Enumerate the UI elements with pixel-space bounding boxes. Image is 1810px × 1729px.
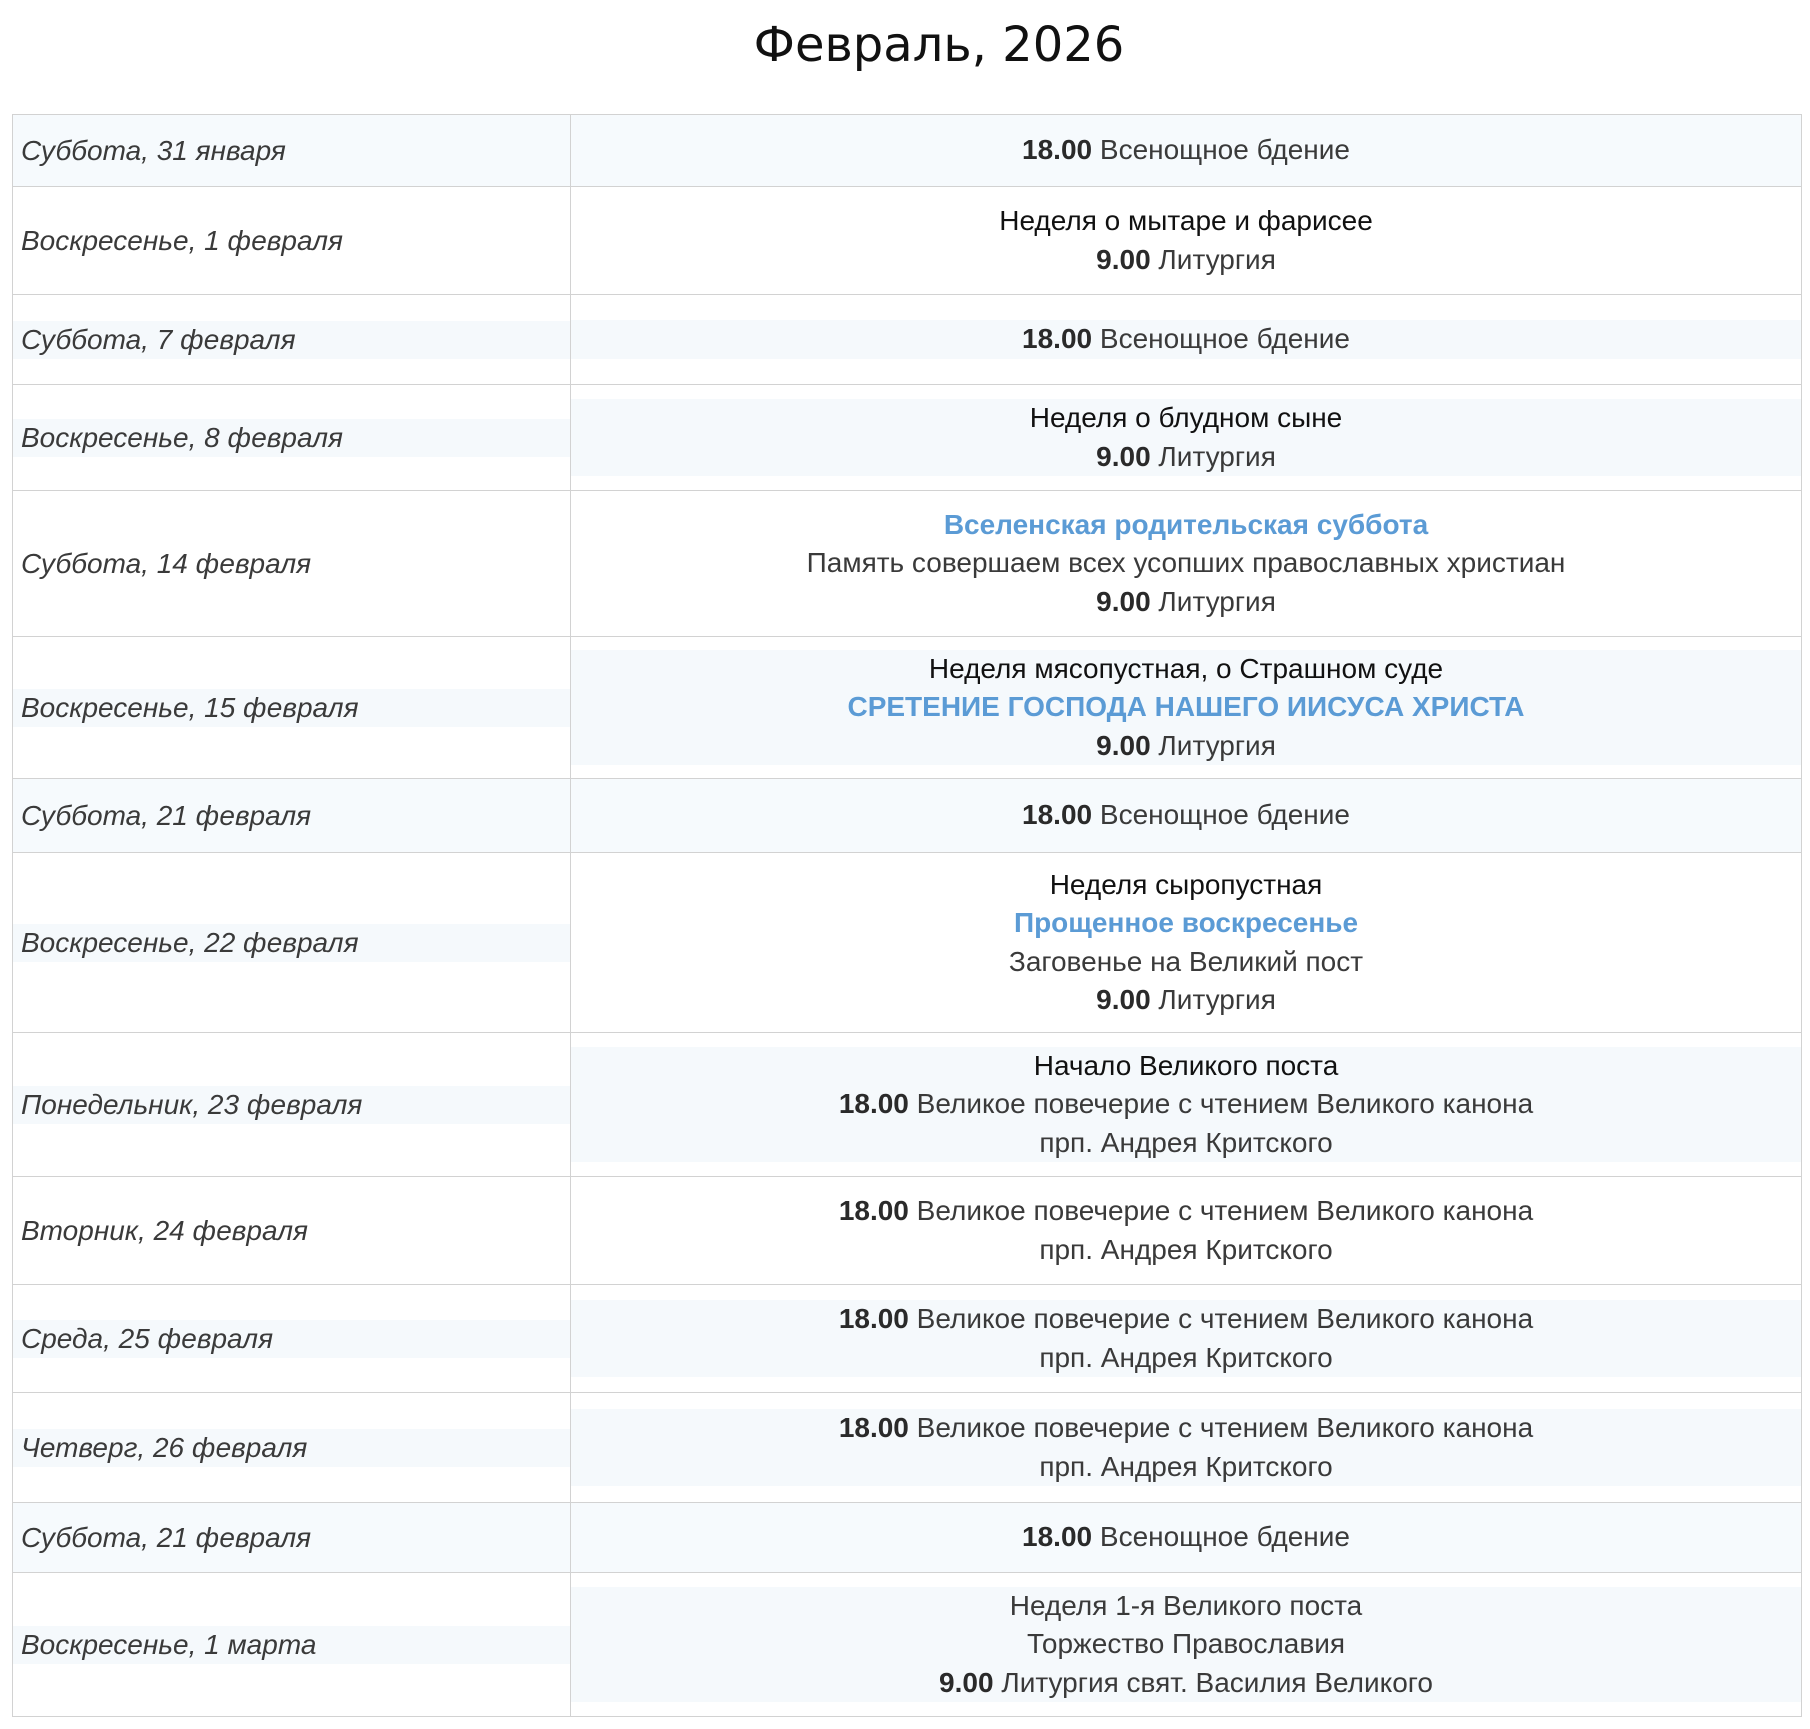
service-line (571, 438, 1801, 477)
service-line (571, 320, 1801, 359)
service-text: прп. Андрея Критского (1039, 1341, 1333, 1373)
service-line (571, 544, 1801, 583)
service-time: 9.00 (1096, 585, 1151, 617)
service-line (571, 506, 1801, 545)
schedule-table (12, 114, 1802, 1717)
services-cell (571, 637, 1802, 779)
service-line (571, 1587, 1801, 1626)
services-block (571, 1518, 1801, 1557)
services-block (571, 796, 1801, 835)
service-text: Великое повечерие с чтением Великого канона (916, 1195, 1534, 1226)
service-date: Вторник, 24 февраля (21, 1214, 308, 1246)
service-time: 18.00 (1022, 1521, 1093, 1553)
date-cell (13, 637, 571, 779)
date-cell (13, 1393, 571, 1503)
page-title: Февраль, 2026 (753, 17, 1125, 73)
service-date: Суббота, 14 февраля (21, 547, 312, 579)
service-date: Суббота, 7 февраля (13, 321, 570, 359)
service-time: 9.00 (1096, 243, 1151, 275)
service-text: Заговенье на Великий пост (1008, 945, 1364, 977)
service-line (571, 1339, 1801, 1378)
date-cell (13, 187, 571, 295)
service-line (571, 1664, 1801, 1703)
services-cell (571, 491, 1802, 637)
service-date: Воскресенье, 22 февраля (13, 924, 570, 962)
service-line (571, 1625, 1801, 1664)
schedule-row (13, 1033, 1802, 1177)
date-cell (13, 779, 571, 853)
schedule-row (13, 853, 1802, 1033)
service-time: 18.00 (838, 1303, 909, 1334)
service-text: Неделя сыропустная (1049, 868, 1323, 900)
date-cell (13, 1177, 571, 1285)
service-text: прп. Андрея Критского (1039, 1233, 1333, 1265)
service-time: 9.00 (1096, 984, 1151, 1015)
service-time: 18.00 (838, 1412, 909, 1443)
service-line (571, 1300, 1801, 1339)
services-block (571, 320, 1801, 359)
services-block (571, 202, 1801, 279)
schedule-row (13, 295, 1802, 385)
service-text: Всенощное бдение (1099, 799, 1350, 831)
service-date: Воскресенье, 1 марта (13, 1626, 570, 1664)
services-block (571, 399, 1801, 476)
schedule-row (13, 1573, 1802, 1717)
service-text: Неделя мясопустная, о Страшном суде (928, 652, 1444, 684)
schedule-row (13, 779, 1802, 853)
service-line (571, 727, 1801, 766)
service-text: Литургия (1158, 585, 1276, 617)
date-cell (13, 295, 571, 385)
service-date: Понедельник, 23 февраля (13, 1086, 570, 1124)
service-date: Суббота, 21 февраля (21, 1521, 312, 1553)
service-text: Память совершаем всех усопших православных христиан (806, 547, 1566, 579)
date-cell (13, 1033, 571, 1177)
service-text: Вселенская родительская суббота (943, 508, 1429, 540)
services-block (571, 131, 1801, 170)
services-block (571, 1192, 1801, 1269)
service-line (571, 1085, 1801, 1124)
service-line (571, 1047, 1801, 1086)
date-cell (13, 1503, 571, 1573)
service-time: 18.00 (1022, 323, 1093, 355)
service-text: Литургия (1158, 243, 1276, 275)
service-date: Воскресенье, 15 февраля (13, 689, 570, 727)
service-text: Литургия свят. Василия Великого (1001, 1666, 1433, 1698)
service-date: Четверг, 26 февраля (13, 1429, 570, 1467)
service-text: Литургия (1158, 984, 1276, 1015)
schedule-row (13, 187, 1802, 295)
services-cell (571, 1503, 1802, 1573)
date-cell (13, 1285, 571, 1393)
service-date: Суббота, 21 февраля (21, 799, 312, 831)
service-text: Начало Великого поста (1033, 1049, 1339, 1081)
services-cell (571, 1573, 1802, 1717)
schedule-row (13, 115, 1802, 187)
schedule-row (13, 1393, 1802, 1503)
services-block (571, 1047, 1801, 1163)
service-line (571, 1192, 1801, 1231)
service-line (571, 202, 1801, 241)
service-line (571, 1124, 1801, 1163)
services-block (571, 1409, 1801, 1486)
date-cell (13, 1573, 571, 1717)
service-text: Неделя о мытаре и фарисее (999, 205, 1373, 236)
service-line (571, 1409, 1801, 1448)
service-line (571, 241, 1801, 280)
schedule-row (13, 1285, 1802, 1393)
schedule-row (13, 1177, 1802, 1285)
schedule-row (13, 385, 1802, 491)
service-text: Торжество Православия (1026, 1628, 1346, 1660)
service-line (571, 866, 1801, 905)
service-line (571, 943, 1801, 982)
service-line (571, 796, 1801, 835)
service-line (571, 981, 1801, 1020)
services-cell (571, 1285, 1802, 1393)
date-cell (13, 385, 571, 491)
service-line (571, 1448, 1801, 1487)
service-time: 9.00 (939, 1666, 994, 1698)
schedule-row (13, 637, 1802, 779)
service-line (571, 650, 1801, 689)
date-cell (13, 115, 571, 187)
service-line (571, 131, 1801, 170)
service-date: Суббота, 31 января (21, 134, 286, 166)
date-cell (13, 853, 571, 1033)
service-time: 9.00 (1096, 440, 1151, 472)
service-date: Воскресенье, 1 февраля (21, 224, 343, 256)
service-time: 18.00 (1022, 134, 1093, 166)
service-text: Прощенное воскресенье (1013, 907, 1359, 938)
service-line (571, 399, 1801, 438)
service-line (571, 1231, 1801, 1270)
services-cell (571, 1033, 1802, 1177)
service-text: СРЕТЕНИЕ ГОСПОДА НАШЕГО ИИСУСА ХРИСТА (847, 691, 1525, 723)
services-cell (571, 1393, 1802, 1503)
service-text: Великое повечерие с чтением Великого канона (916, 1303, 1534, 1334)
services-cell (571, 115, 1802, 187)
service-text: прп. Андрея Критского (1039, 1126, 1333, 1158)
services-block (571, 866, 1801, 1020)
service-text: Всенощное бдение (1099, 323, 1350, 355)
services-cell (571, 853, 1802, 1033)
service-text: Великое повечерие с чтением Великого канона (916, 1088, 1534, 1120)
schedule-row (13, 491, 1802, 637)
service-text: Неделя о блудном сыне (1029, 402, 1343, 433)
service-text: Литургия (1158, 729, 1276, 761)
date-cell (13, 491, 571, 637)
service-text: Всенощное бдение (1099, 134, 1350, 166)
services-cell (571, 779, 1802, 853)
service-time: 9.00 (1096, 729, 1151, 761)
service-line (571, 583, 1801, 622)
service-text: Великое повечерие с чтением Великого канона (916, 1412, 1534, 1443)
schedule-body (13, 115, 1802, 1717)
services-block (571, 1587, 1801, 1703)
services-block (571, 1300, 1801, 1377)
service-text: Всенощное бдение (1099, 1521, 1350, 1553)
service-text: Литургия (1158, 440, 1276, 472)
services-cell (571, 187, 1802, 295)
schedule-row (13, 1503, 1802, 1573)
service-time: 18.00 (838, 1088, 909, 1120)
services-block (571, 506, 1801, 622)
service-line (571, 904, 1801, 943)
service-date: Воскресенье, 8 февраля (13, 419, 570, 457)
service-time: 18.00 (1022, 799, 1093, 831)
services-block (571, 650, 1801, 766)
service-time: 18.00 (838, 1195, 909, 1226)
service-date: Среда, 25 февраля (13, 1320, 570, 1358)
services-cell (571, 1177, 1802, 1285)
service-line (571, 688, 1801, 727)
services-cell (571, 385, 1802, 491)
service-text: Неделя 1-я Великого поста (1009, 1589, 1363, 1621)
services-cell (571, 295, 1802, 385)
service-line (571, 1518, 1801, 1557)
service-text: прп. Андрея Критского (1039, 1450, 1333, 1482)
